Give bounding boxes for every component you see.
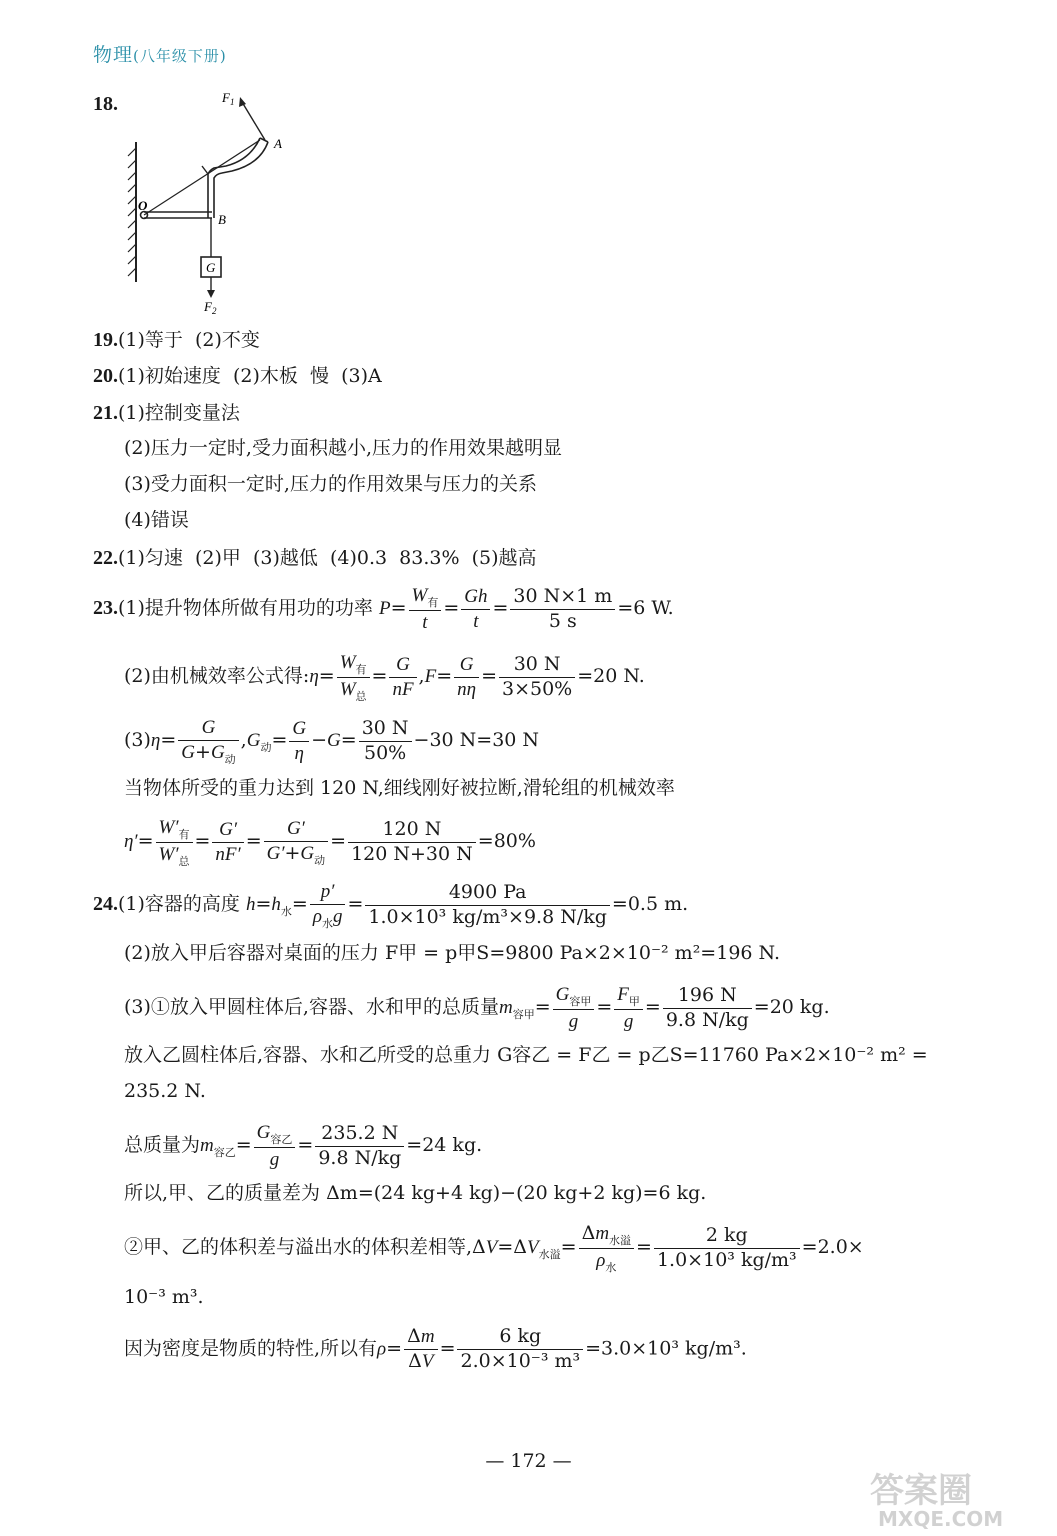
q23-line4: 当物体所受的重力达到 120 N,细线刚好被拉断,滑轮组的机械效率 xyxy=(124,777,675,799)
wall-hatching xyxy=(128,148,136,276)
watermark-logo xyxy=(864,1468,1049,1530)
q24-line3: (3)①放入甲圆柱体后,容器、水和甲的总质量$m_{容甲}=$ $G_{容甲}$ g = $F_甲$ g = $\frac{196 N}{9.8 N/kg}$ =20 kg. xyxy=(124,983,830,1032)
q24-line5: 235.2 N. xyxy=(124,1080,206,1102)
lever-diagram xyxy=(122,82,292,314)
svg-text:MXQE.COM: MXQE.COM xyxy=(878,1507,1004,1530)
q24-line6: 总质量为$m_{容乙}=$ $G_{容乙}$ g = $\frac{235.2 N}{9.8 N/kg}$ =24 kg. xyxy=(124,1121,483,1170)
q24-line1: 24.(1)容器的高度 $h=h_水=$ p′ $\rho_水g$ = $\frac{4900 Pa}{\text{1.0×10³ kg/m³×9.8 N/kg}}$ =0.5 m. xyxy=(93,880,689,930)
header-grade: (八年级下册) xyxy=(133,47,227,65)
q24-line10: 因为密度是物质的特性,所以有ρ= $\frac{\Delta m}{\Delta V}$ = $\frac{6 kg}{\text{2.0×10⁻³ m³}}$ =3.0×10³ kg/m³. xyxy=(124,1325,747,1372)
f1-arrow xyxy=(242,102,265,140)
q21-line2: (2)压力一定时,受力面积越小,压力的作用效果越明显 xyxy=(124,437,562,459)
q21-line3: (3)受力面积一定时,压力的作用效果与压力的关系 xyxy=(124,473,537,495)
q18-number: 18. xyxy=(93,93,118,115)
q23-line2: (2)由机械效率公式得:η= $W_有$ $W_总$ = $\frac{G}{nF}$ ,F= $\frac{G}{n\eta}$ = $\frac{30 N}{3\times 50\%}$ =20 N. xyxy=(124,652,645,703)
svg-text:答案圈: 答案圈 xyxy=(870,1471,972,1511)
q21-line4: (4)错误 xyxy=(124,509,189,531)
q18 xyxy=(93,94,118,114)
q21: 21.(1)控制变量法 xyxy=(93,402,240,424)
lever-handle xyxy=(208,138,260,218)
q24-line8: ②甲、乙的体积差与溢出水的体积差相等$,\Delta V=\Delta V_{水溢}=$ $\Delta m_{水溢}$ $\rho_水$ = $\frac{2 kg}{\text{1.0×10³ kg/m³}}$ =2.0× xyxy=(124,1222,864,1274)
q24-line9: 10⁻³ m³. xyxy=(124,1286,204,1308)
page-number: — 172 — xyxy=(485,1450,572,1472)
label-a: A xyxy=(274,136,282,151)
q23-line3: (3)η= G $G+G_动$ $,G_动=$ $\frac{G}{\eta}$ −G= $\frac{30 N}{50\%}$ −30 N=30 N xyxy=(124,716,540,766)
label-o: O xyxy=(138,198,148,213)
label-f2: $F_2$ xyxy=(204,299,217,314)
q22: 22.(1)匀速 (2)甲 (3)越低 (4)0.3 83.3% (5)越高 xyxy=(93,547,537,569)
q24-line2: (2)放入甲后容器对桌面的压力 F甲 = p甲S=9800 Pa×2×10⁻² m²=196 N. xyxy=(124,942,780,964)
label-g: G xyxy=(206,260,216,275)
label-b: B xyxy=(218,212,226,227)
header-subject: 物理 xyxy=(93,44,134,66)
q19: 19.(1)等于 (2)不变 xyxy=(93,329,260,351)
q20: 20.(1)初始速度 (2)木板 慢 (3)A xyxy=(93,365,382,387)
force-arm-line xyxy=(144,140,260,215)
q24-line7: 所以,甲、乙的质量差为 Δm=(24 kg+4 kg)−(20 kg+2 kg)=6 kg. xyxy=(124,1182,707,1204)
q24-line4: 放入乙圆柱体后,容器、水和乙所受的总重力 G容乙 = F乙 = p乙S=11760 Pa×2×10⁻² m² = xyxy=(124,1044,928,1066)
q23-line5: η′= $W'_有$ $W'_总$ = $\frac{G'}{nF'}$ = G′ $G'+G_动$ = $\frac{120 N}{120 N+30 N}$ =80% xyxy=(124,817,536,868)
q23-line1: 23.(1)提升物体所做有用功的功率 P= $W_有$ t = $\frac{Gh}{t}$ = $\frac{30 N\times 1 m}{5 s}$ =6 W. xyxy=(93,584,674,633)
page-header xyxy=(93,40,227,67)
label-f1: $F_1$ xyxy=(222,90,235,107)
